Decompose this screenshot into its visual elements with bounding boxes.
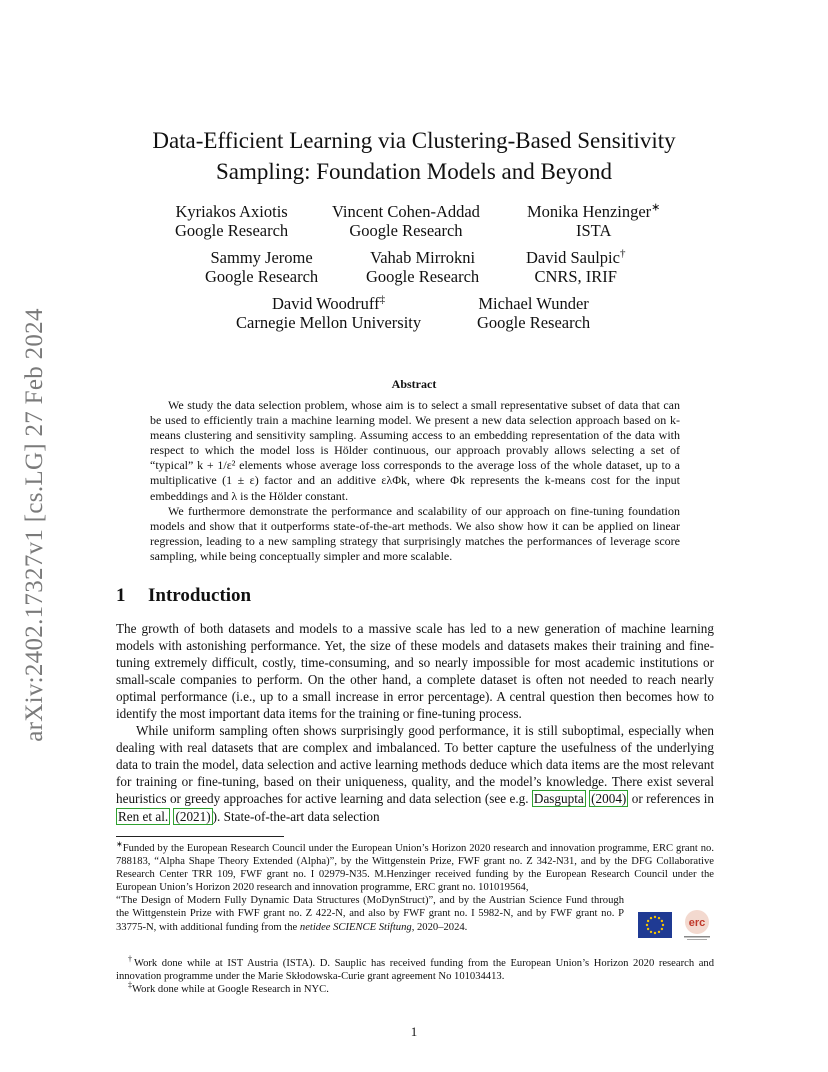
footnote-woodruff: ‡Work done while at Google Research in NYC. bbox=[128, 980, 329, 995]
abstract-body bbox=[150, 398, 680, 564]
section-number: 1 bbox=[116, 585, 126, 606]
citation-link[interactable]: Ren et al. bbox=[118, 808, 169, 824]
author-name: Sammy Jerome bbox=[210, 248, 313, 267]
author-block bbox=[366, 248, 479, 286]
author-affiliation: Google Research bbox=[477, 313, 591, 332]
eu-flag-icon bbox=[638, 912, 672, 938]
author-affiliation: Google Research bbox=[366, 267, 480, 286]
author-name: David Saulpic† bbox=[526, 247, 626, 267]
author-block bbox=[332, 202, 480, 240]
erc-logo-icon bbox=[678, 908, 716, 942]
paper-title bbox=[100, 125, 728, 187]
title-line-2: Sampling: Foundation Models and Beyond bbox=[215, 159, 613, 184]
footnote-mark: ∗ bbox=[116, 839, 123, 849]
svg-text:erc: erc bbox=[688, 917, 706, 929]
footnote-mark: ‡ bbox=[128, 980, 132, 990]
author-affiliation: ISTA bbox=[576, 221, 612, 240]
citation-year-link[interactable]: (2021) bbox=[175, 808, 211, 824]
intro-paragraph: The growth of both datasets and models to a massive scale has led to a new generation of machine learning models with astonishing performance. Yet, the size of these models and datasets makes their training and fine-tuning extremely difficult, costly, time-consuming, and so nearly impossible for most academic institutions or small-scale companies to perform. On the other hand, a complete dataset is often not needed to reach nearly optimal performance (i.e., up to a small increase in error percentage). A central question then becomes how to identify the most important data items for the training or fine-tuning process. bbox=[116, 621, 714, 722]
introduction-body bbox=[116, 620, 714, 825]
arxiv-identifier: arXiv:2402.17327v1 [cs.LG] 27 Feb 2024 bbox=[21, 308, 49, 742]
author-block bbox=[175, 202, 288, 240]
arxiv-sidebar bbox=[18, 290, 52, 760]
author-block bbox=[527, 202, 660, 240]
author-name: Monika Henzinger∗ bbox=[527, 201, 661, 221]
author-block bbox=[477, 294, 590, 332]
intro-paragraph: While uniform sampling often shows surprisingly good performance, it is still suboptimal, especially when dealing with real datasets that are complex and imbalanced. To better capture the usefulness of the underlying data to train the model, data selection and active learning methods deduce which data items are the most relevant for training or fine-tuning, based on their uniqueness, quality, and the model’s knowledge. There exist several heuristics or greedy approaches for active learning and data selection (see e.g. Dasgupta (2004) or references in Ren et al. (2021) ). State-of-the-art data selection bbox=[116, 723, 714, 824]
author-affiliation: CNRS, IRIF bbox=[534, 267, 617, 286]
footnote-funding: ∗Funded by the European Research Council under the European Union’s Horizon 2020 research and innovation programme, ERC grant no. 788183, “Alpha Shape Theory Extended (Alpha)”, by the Wittgenstein Prize, FWF grant no. Z 342-N31, and by the DFG Collaborative Research Center TRR 109, FWF grant no. I 02979-N35. M.Henzinger received funding by the European Research Council under the European Union’s Horizon 2020 research and innovation programme, ERC grant no. 101019564, “The Design of Modern Fully Dynamic Data Structures (MoDynStruct)”, and by the Austrian Science Fund through the Wittgenstein Prize with FWF grant no. Z 422-N, and also by FWF grant no. I 5982-N, and by FWF grant no. P 33775-N, with additional funding from the netidee SCIENCE Stiftung, 2020–2024. bbox=[116, 839, 714, 933]
author-block bbox=[526, 248, 625, 286]
title-line-1: Data-Efficient Learning via Clustering-Based Sensitivity bbox=[152, 128, 676, 153]
abstract-paragraph: We furthermore demonstrate the performance and scalability of our approach on fine-tuning foundation models and show that it outperforms state-of-the-art methods. We also show how it can be applied on linear regression, leading to a new sampling strategy that surprisingly matches the performances of leverage score sampling, while being conceptually simpler and more scalable. bbox=[150, 503, 680, 563]
funding-logos bbox=[638, 908, 720, 942]
section-title: Introduction bbox=[148, 585, 252, 606]
author-affiliation: Google Research bbox=[205, 267, 319, 286]
footnote-mark: † bbox=[128, 954, 134, 964]
author-name: Kyriakos Axiotis bbox=[175, 202, 288, 221]
page-number: 1 bbox=[410, 1024, 418, 1039]
footnote-divider bbox=[116, 836, 284, 837]
abstract-paragraph: We study the data selection problem, whose aim is to select a small representative subset of data that can be used to efficiently train a machine learning model. We present a new data selection approach based on k-means clustering and sensitivity sampling. Assuming access to an embedding representation of the data with respect to which the model loss is Hölder continuous, our approach provably allows selecting a set of “typical” k + 1/ε² elements whose average loss corresponds to the average loss of the whole dataset, up to a multiplicative (1 ± ε) factor and an additive ελΦk, where Φk represents the k-means cost for the input embeddings and λ is the Hölder constant. bbox=[150, 398, 680, 503]
author-block bbox=[236, 294, 421, 332]
author-name: Michael Wunder bbox=[478, 294, 589, 313]
author-name: Vincent Cohen-Addad bbox=[332, 202, 480, 221]
author-name: David Woodruff‡ bbox=[272, 293, 386, 313]
author-affiliation: Carnegie Mellon University bbox=[236, 313, 422, 332]
abstract-heading: Abstract bbox=[391, 377, 437, 391]
footnote-saulpic: †Work done while at IST Austria (ISTA). D. Sauplic has received funding from the European Union’s Horizon 2020 research and innovation programme under the Marie Skłodowska-Curie grant agreement No 101034413. bbox=[116, 954, 714, 983]
citation-year-link[interactable]: (2004) bbox=[591, 791, 627, 807]
author-affiliation: Google Research bbox=[175, 221, 289, 240]
section-heading bbox=[116, 585, 251, 607]
author-affiliation: Google Research bbox=[349, 221, 463, 240]
author-name: Vahab Mirrokni bbox=[370, 248, 476, 267]
citation-link[interactable]: Dasgupta bbox=[533, 791, 584, 807]
author-block bbox=[205, 248, 318, 286]
